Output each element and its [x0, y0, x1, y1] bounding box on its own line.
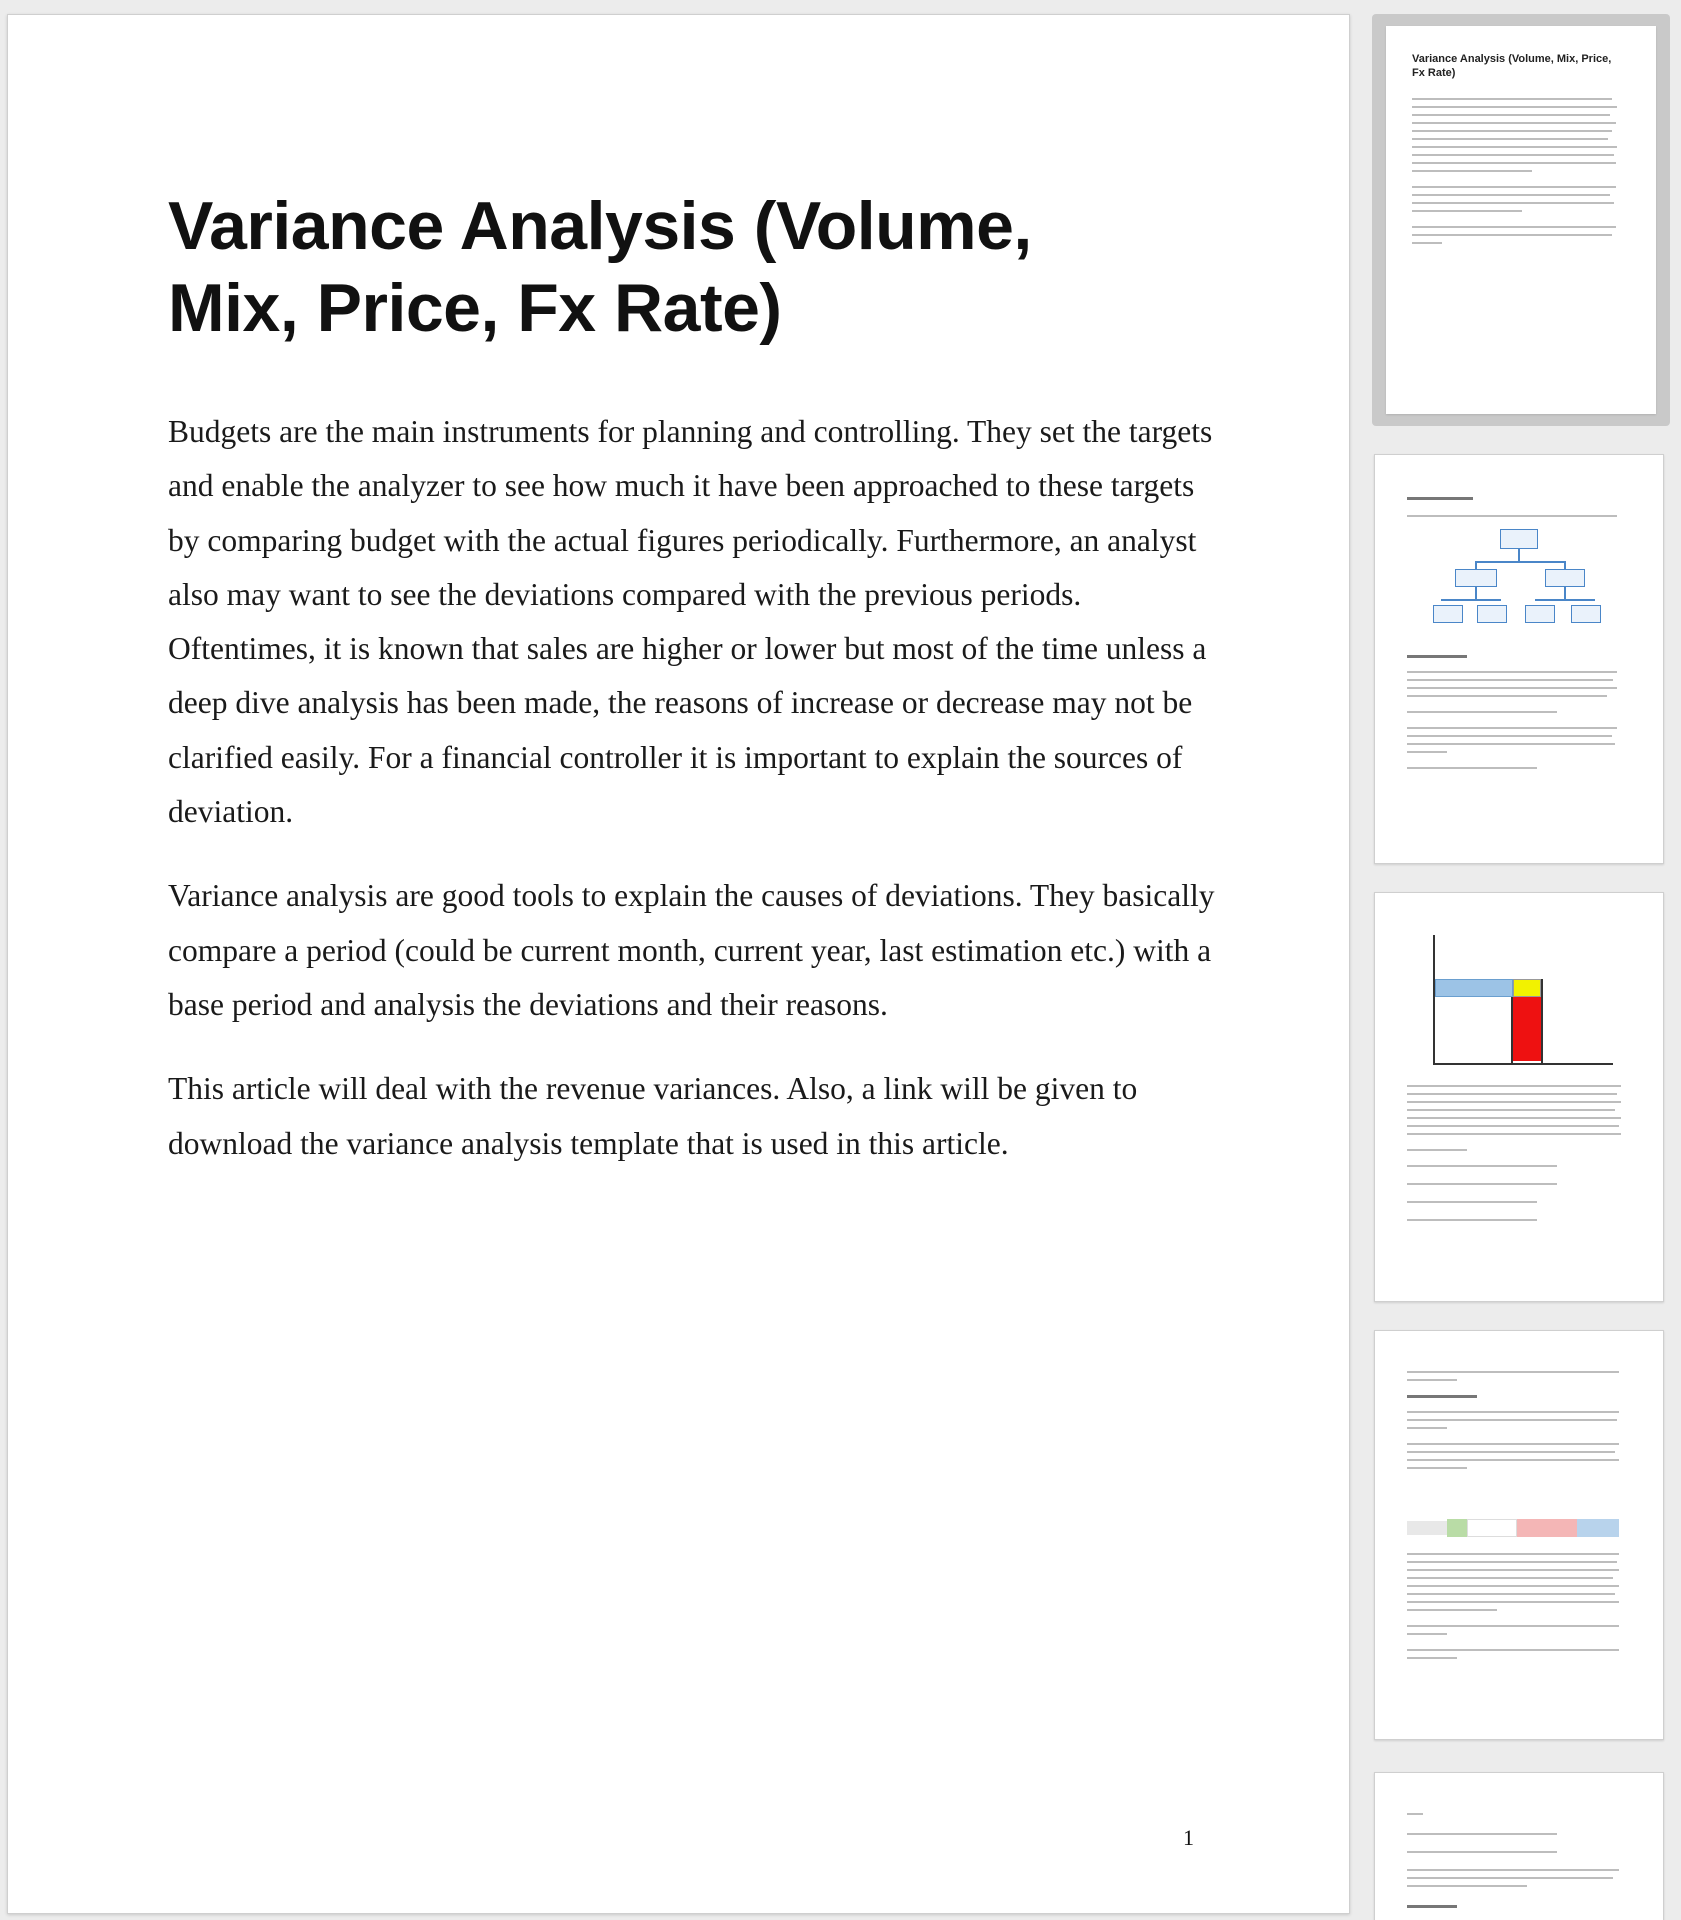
page-number: 1	[1183, 1825, 1194, 1850]
main-page[interactable]	[7, 14, 1350, 1914]
document-title: Variance Analysis (Volume, Mix, Price, Fx Rate)	[168, 188, 1032, 346]
thumbnail-page-4[interactable]	[1374, 1330, 1664, 1740]
paragraph-3: This article will deal with the revenue variances. Also, a link will be given to download the variance analysis template that is used in this article.	[168, 1071, 1138, 1161]
document-body	[168, 405, 1218, 1201]
thumbnail-page-2[interactable]	[1374, 454, 1664, 864]
paragraph-1: Budgets are the main instruments for planning and controlling. They set the targets and enable the analyzer to see how much it have been approached to these targets by comparing budget with the actual figures periodically. Furthermore, an analyst also may want to see the deviations compared with the previous periods. Oftentimes, it is known that sales are higher or lower but most of the time unless a deep dive analysis has been made, the reasons of increase or decrease may not be clarified easily. For a financial controller it is important to explain the sources of deviation.	[168, 414, 1213, 830]
thumbnail-sidebar[interactable]	[1360, 0, 1681, 1920]
thumbnail-page-5[interactable]	[1374, 1772, 1664, 1920]
thumbnail-page-3[interactable]	[1374, 892, 1664, 1302]
paragraph-2: Variance analysis are good tools to explain the causes of deviations. They basically compare a period (could be current month, current year, last estimation etc.) with a base period and analysis the deviations and their reasons.	[168, 878, 1215, 1022]
thumbnail-1-title: Variance Analysis (Volume, Mix, Price, Fx Rate)	[1412, 53, 1612, 79]
thumbnail-page-1[interactable]	[1386, 26, 1656, 414]
